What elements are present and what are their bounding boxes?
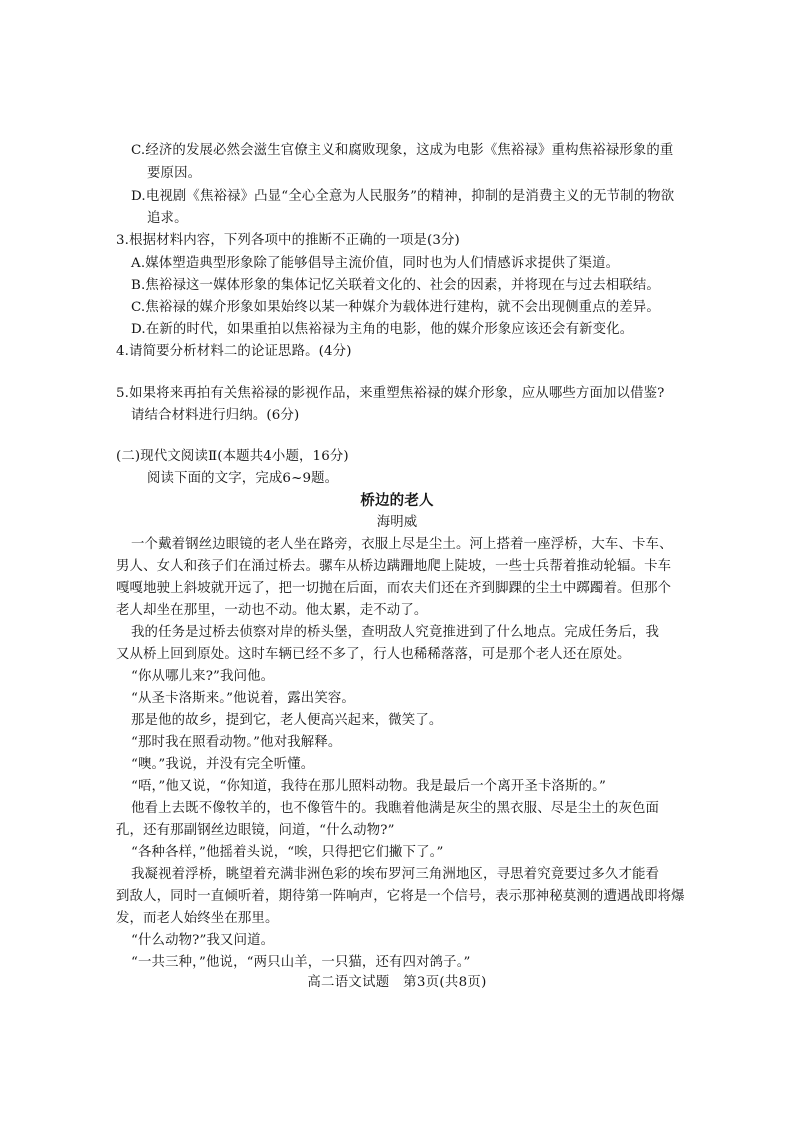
passage-line: “从圣卡洛斯来。”他说着，露出笑容。 <box>131 691 355 706</box>
passage-line: 嘎嘎地驶上斜坡就开远了，把一切抛在后面，而农夫们还在齐到脚踝的尘土中踯躅着。但那个 <box>116 581 672 596</box>
q4-stem: 4.请简要分析材料二的论证思路。(4分) <box>116 344 352 359</box>
passage-line: 到敌人，同时一直倾听着，期待第一阵响声，它将是一个信号，表示那神秘莫测的遭遇战即将爆 <box>116 889 685 904</box>
passage-line: 又从桥上回到原处。这时车辆已经不多了，行人也稀稀落落，可是那个老人还在原处。 <box>116 647 631 662</box>
passage-line: 他看上去既不像牧羊的，也不像管牛的。我瞧着他满是灰尘的黑衣服、尽是尘土的灰色面 <box>131 801 660 816</box>
q2-option-d-line-1: D.电视剧《焦裕禄》凸显“全心全意为人民服务”的精神，抑制的是消费主义的无节制的物欲 <box>131 189 675 204</box>
q2-option-c-line-2: 要原因。 <box>147 166 202 181</box>
passage-line: 一个戴着钢丝边眼镜的老人坐在路旁，衣服上尽是尘土。河上搭着一座浮桥，大车、卡车、 <box>131 537 673 552</box>
q3-option-b: B.焦裕禄这一媒体形象的集体记忆关联着文化的、社会的因素，并将现在与过去相联结。 <box>131 278 660 293</box>
passage-line: “你从哪儿来?”我问他。 <box>131 669 275 684</box>
passage-line: 我的任务是过桥去侦察对岸的桥头堡，查明敌人究竟推进到了什么地点。完成任务后，我 <box>131 625 660 640</box>
q2-option-d-line-2: 追求。 <box>147 211 188 226</box>
q5-stem-line-2: 请结合材料进行归纳。(6分) <box>131 408 300 423</box>
q3-stem: 3.根据材料内容，下列各项中的推断不正确的一项是(3分) <box>116 233 460 248</box>
passage-line: 老人却坐在那里，一动也不动。他太累，走不动了。 <box>116 603 428 618</box>
passage-line: “一共三种，”他说，“两只山羊，一只猫，还有四对鸽子。” <box>131 955 471 970</box>
page-footer: 高二语文试题 第3页(共8页) <box>307 975 487 990</box>
passage-line: “唔，”他又说，“你知道，我待在那儿照料动物。我是最后一个离开圣卡洛斯的。” <box>131 779 606 794</box>
passage-line: “各种各样，”他摇着头说，“唉，只得把它们撇下了。” <box>131 845 444 860</box>
passage-line: “什么动物?”我又问道。 <box>131 933 275 948</box>
q2-option-c-line-1: C.经济的发展必然会滋生官僚主义和腐败现象，这成为电影《焦裕禄》重构焦裕禄形象的重 <box>131 143 674 158</box>
passage-line: 发，而老人始终坐在那里。 <box>116 911 279 926</box>
passage-line: “噢。”我说，并没有完全听懂。 <box>131 757 315 772</box>
section-instruction: 阅读下面的文字，完成6~9题。 <box>147 471 339 486</box>
section-heading: (二)现代文阅读Ⅱ(本题共4小题，16分) <box>116 449 349 464</box>
q5-stem-line-1: 5.如果将来再拍有关焦裕禄的影视作品，来重塑焦裕禄的媒介形象，应从哪些方面加以借鉴? <box>116 386 665 401</box>
passage-line: 男人、女人和孩子们在涌过桥去。骡车从桥边蹒跚地爬上陡坡，一些士兵帮着推动轮辐。卡车 <box>116 559 672 574</box>
q3-option-d: D.在新的时代，如果重拍以焦裕禄为主角的电影，他的媒介形象应该还会有新变化。 <box>131 322 634 337</box>
passage-title: 桥边的老人 <box>360 492 434 509</box>
passage-line: “那时我在照看动物。”他对我解释。 <box>131 735 342 750</box>
passage-line: 孔，还有那副钢丝边眼镜，问道，“什么动物?” <box>116 823 395 838</box>
passage-author: 海明威 <box>376 515 418 530</box>
q3-option-c: C.焦裕禄的媒介形象如果始终以某一种媒介为载体进行建构，就不会出现侧重点的差异。 <box>131 300 660 315</box>
passage-line: 那是他的故乡，提到它，老人便高兴起来，微笑了。 <box>131 713 443 728</box>
passage-line: 我凝视着浮桥，眺望着充满非洲色彩的埃布罗河三角洲地区，寻思着究竟要过多久才能看 <box>131 867 660 882</box>
q3-option-a: A.媒体塑造典型形象除了能够倡导主流价值，同时也为人们情感诉求提供了渠道。 <box>131 256 620 271</box>
